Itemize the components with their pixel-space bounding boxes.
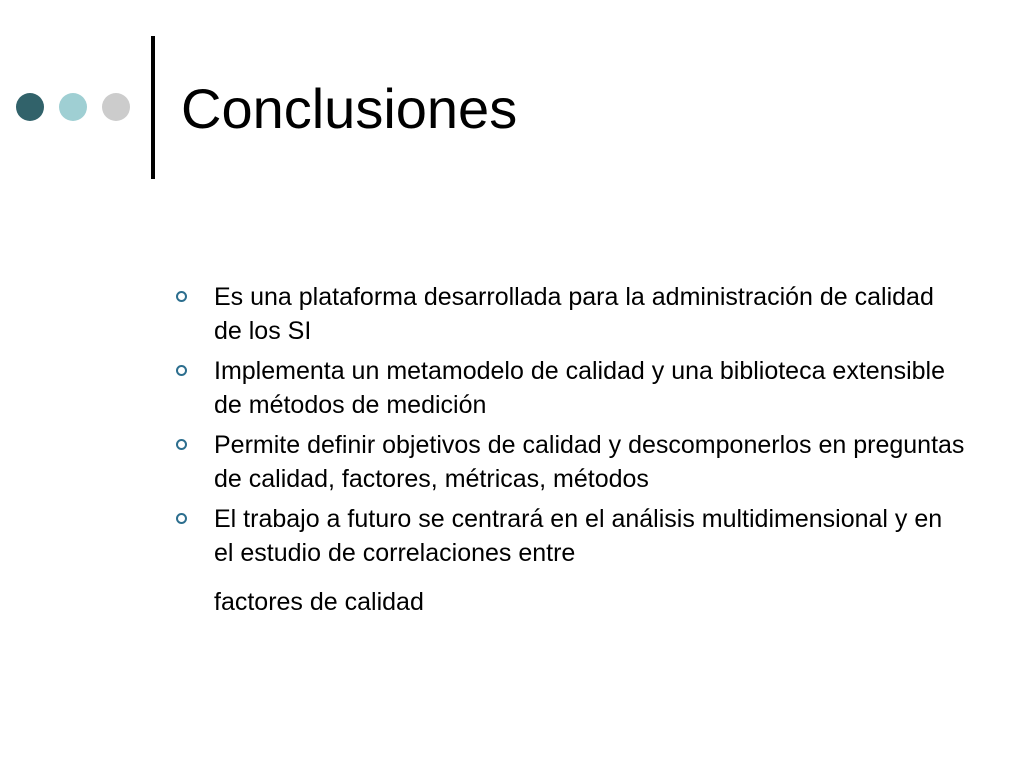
slide-title: Conclusiones (181, 77, 518, 140)
bullet-text (214, 505, 966, 619)
title-divider-bar (151, 36, 155, 179)
bullet-item (176, 428, 966, 496)
bullet-text: Implementa un metamodelo de calidad y una biblioteca extensible de métodos de medición (214, 357, 946, 419)
decorative-dot-gray (102, 93, 130, 121)
bullet-text: Es una plataforma desarrollada para la administración de calidad de los SI (214, 283, 934, 345)
bullet-circle-icon (176, 291, 187, 302)
decorative-dot-light (59, 93, 87, 121)
bullet-circle-icon (176, 365, 187, 376)
bullet-item (176, 502, 966, 619)
decorative-dot-dark (16, 93, 44, 121)
bullet-item (176, 280, 966, 348)
bullet-text-main: El trabajo a futuro se centrará en el análisis multidimensional y en el estudio de correlaciones entre (214, 505, 943, 567)
bullet-list (176, 280, 966, 625)
bullet-text-continuation: factores de calidad (214, 588, 424, 616)
bullet-item (176, 354, 966, 422)
bullet-text: Permite definir objetivos de calidad y descomponerlos en preguntas de calidad, factores, métricas, métodos (214, 431, 965, 493)
bullet-circle-icon (176, 439, 187, 450)
bullet-circle-icon (176, 513, 187, 524)
